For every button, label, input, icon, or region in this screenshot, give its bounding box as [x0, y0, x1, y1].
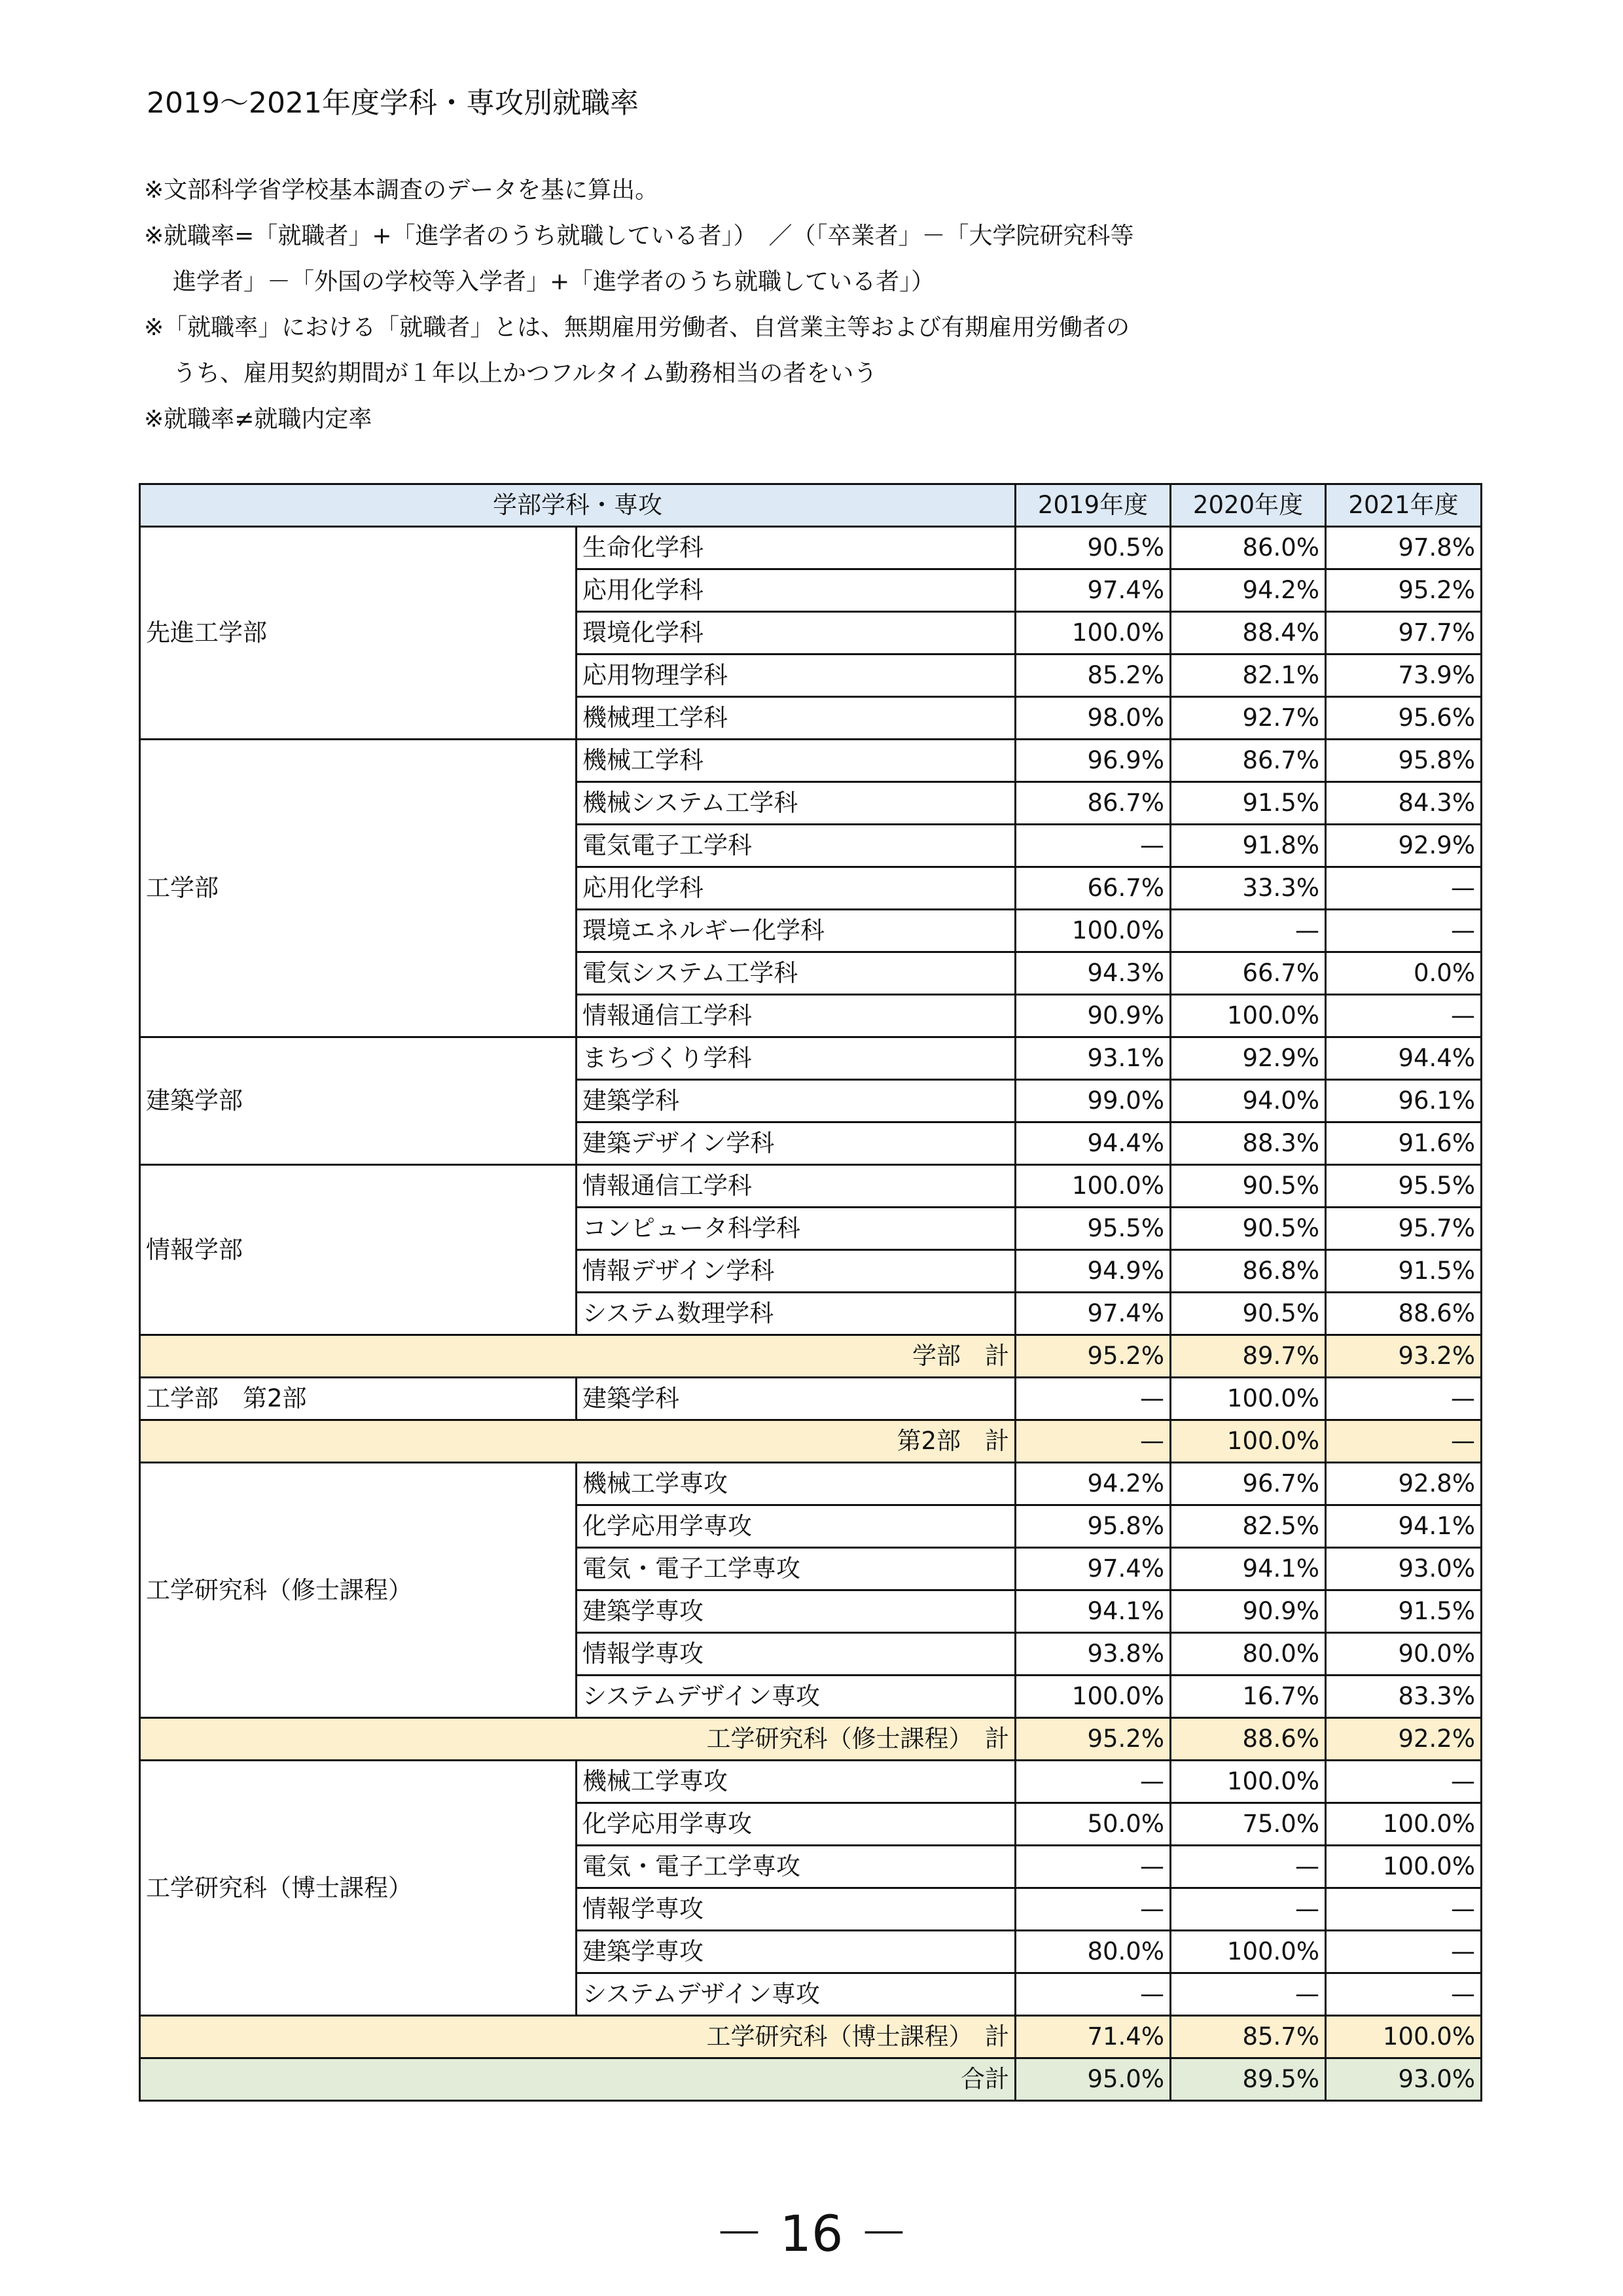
rate-cell: 90.0% — [1326, 1633, 1482, 1676]
department-cell: 情報通信工学科 — [577, 995, 1016, 1037]
rate-cell: 92.8% — [1326, 1463, 1482, 1505]
department-cell: 建築学専攻 — [577, 1590, 1016, 1633]
rate-cell: 100.0% — [1171, 1378, 1326, 1420]
department-cell: システムデザイン専攻 — [577, 1973, 1016, 2016]
note-line: ※文部科学省学校基本調査のデータを基に算出。 — [144, 177, 659, 204]
subtotal-rate: 95.2% — [1016, 1718, 1171, 1761]
note-line: 進学者」－「外国の学校等入学者」+「進学者のうち就職している者」） — [173, 268, 935, 295]
rate-cell: 100.0% — [1326, 1803, 1482, 1846]
rate-cell: — — [1326, 867, 1482, 910]
rate-cell: 95.7% — [1326, 1208, 1482, 1250]
rate-cell: 66.7% — [1171, 952, 1326, 995]
subtotal-row — [140, 1335, 1482, 1378]
subtotal-rate: 92.2% — [1326, 1718, 1482, 1761]
rate-cell: 93.0% — [1326, 1548, 1482, 1590]
rate-cell: 97.7% — [1326, 612, 1482, 655]
rate-cell: 90.5% — [1171, 1208, 1326, 1250]
faculty-cell: 工学研究科（修士課程） — [140, 1463, 577, 1718]
rate-cell: — — [1171, 1973, 1326, 2016]
rate-cell: 95.8% — [1326, 740, 1482, 782]
department-cell: コンピュータ科学科 — [577, 1208, 1016, 1250]
rate-cell: 91.5% — [1326, 1250, 1482, 1293]
header-year: 2019年度 — [1016, 484, 1171, 527]
employment-rate-table — [139, 483, 1482, 2102]
rate-cell: 88.6% — [1326, 1293, 1482, 1335]
rate-cell: 0.0% — [1326, 952, 1482, 995]
rate-cell: 93.1% — [1016, 1037, 1171, 1080]
faculty-cell: 工学研究科（博士課程） — [140, 1761, 577, 2016]
rate-cell: 97.4% — [1016, 1548, 1171, 1590]
note-line: ※就職率=「就職者」+「進学者のうち就職している者」） ／（「卒業者」－「大学院研究科等 — [144, 223, 1134, 249]
rate-cell: 73.9% — [1326, 655, 1482, 697]
rate-cell: 92.9% — [1171, 1037, 1326, 1080]
department-cell: 建築学専攻 — [577, 1931, 1016, 1973]
rate-cell: 80.0% — [1016, 1931, 1171, 1973]
department-cell: 機械システム工学科 — [577, 782, 1016, 825]
note-line: うち、雇用契約期間が１年以上かつフルタイム勤務相当の者をいう — [173, 360, 878, 387]
table-row — [140, 1378, 1482, 1420]
table-body — [140, 527, 1482, 2101]
department-cell: 情報学専攻 — [577, 1888, 1016, 1931]
department-cell: 建築学科 — [577, 1378, 1016, 1420]
department-cell: 電気・電子工学専攻 — [577, 1548, 1016, 1590]
rate-cell: — — [1171, 1846, 1326, 1888]
faculty-cell: 先進工学部 — [140, 527, 577, 740]
table-row — [140, 1761, 1482, 1803]
subtotal-rate: 100.0% — [1171, 1420, 1326, 1463]
department-cell: 電気システム工学科 — [577, 952, 1016, 995]
rate-cell: — — [1171, 910, 1326, 952]
page-title: 2019～2021年度学科・専攻別就職率 — [147, 86, 639, 120]
department-cell: 電気電子工学科 — [577, 825, 1016, 867]
rate-cell: 50.0% — [1016, 1803, 1171, 1846]
department-cell: 建築学科 — [577, 1080, 1016, 1122]
note-line: ※「就職率」における「就職者」とは、無期雇用労働者、自営業主等および有期雇用労働者の — [144, 314, 1130, 341]
rate-cell: 100.0% — [1326, 1846, 1482, 1888]
rate-cell: 94.2% — [1016, 1463, 1171, 1505]
notes — [144, 168, 1134, 442]
rate-cell: 90.5% — [1171, 1293, 1326, 1335]
department-cell: 情報学専攻 — [577, 1633, 1016, 1676]
subtotal-rate: — — [1326, 1420, 1482, 1463]
subtotal-row — [140, 2016, 1482, 2058]
subtotal-rate: — — [1016, 1420, 1171, 1463]
rate-cell: — — [1326, 910, 1482, 952]
rate-cell: 100.0% — [1171, 995, 1326, 1037]
rate-cell: 82.1% — [1171, 655, 1326, 697]
subtotal-label: 工学研究科（修士課程） 計 — [140, 1718, 1016, 1761]
rate-cell: 66.7% — [1016, 867, 1171, 910]
subtotal-label: 第2部 計 — [140, 1420, 1016, 1463]
rate-cell: 86.7% — [1171, 740, 1326, 782]
rate-cell: 91.6% — [1326, 1122, 1482, 1165]
rate-cell: — — [1326, 995, 1482, 1037]
rate-cell: 97.8% — [1326, 527, 1482, 569]
rate-cell: 100.0% — [1171, 1931, 1326, 1973]
rate-cell: 90.5% — [1016, 527, 1171, 569]
table-row — [140, 527, 1482, 569]
subtotal-rate: 95.2% — [1016, 1335, 1171, 1378]
rate-cell: 95.2% — [1326, 569, 1482, 612]
subtotal-rate: 85.7% — [1171, 2016, 1326, 2058]
rate-cell: 100.0% — [1171, 1761, 1326, 1803]
rate-cell: 75.0% — [1171, 1803, 1326, 1846]
rate-cell: 94.1% — [1326, 1505, 1482, 1548]
faculty-cell: 建築学部 — [140, 1037, 577, 1165]
subtotal-row — [140, 1420, 1482, 1463]
table-row — [140, 740, 1482, 782]
grand-total-row — [140, 2058, 1482, 2101]
grand-total-rate: 95.0% — [1016, 2058, 1171, 2101]
department-cell: 応用化学科 — [577, 867, 1016, 910]
rate-cell: 91.5% — [1171, 782, 1326, 825]
department-cell: システムデザイン専攻 — [577, 1676, 1016, 1718]
department-cell: 建築デザイン学科 — [577, 1122, 1016, 1165]
faculty-cell: 工学部 — [140, 740, 577, 1037]
rate-cell: 92.7% — [1171, 697, 1326, 740]
rate-cell: 95.8% — [1016, 1505, 1171, 1548]
department-cell: 化学応用学専攻 — [577, 1505, 1016, 1548]
subtotal-label: 学部 計 — [140, 1335, 1016, 1378]
grand-total-label: 合計 — [140, 2058, 1016, 2101]
rate-cell: 96.9% — [1016, 740, 1171, 782]
header-unit: 学部学科・専攻 — [140, 484, 1016, 527]
rate-cell: 94.9% — [1016, 1250, 1171, 1293]
department-cell: 情報デザイン学科 — [577, 1250, 1016, 1293]
rate-cell: 16.7% — [1171, 1676, 1326, 1718]
department-cell: 情報通信工学科 — [577, 1165, 1016, 1208]
rate-cell: 86.0% — [1171, 527, 1326, 569]
rate-cell: 99.0% — [1016, 1080, 1171, 1122]
department-cell: まちづくり学科 — [577, 1037, 1016, 1080]
department-cell: 化学応用学専攻 — [577, 1803, 1016, 1846]
rate-cell: 94.4% — [1016, 1122, 1171, 1165]
header-year: 2021年度 — [1326, 484, 1482, 527]
note-line: ※就職率≠就職内定率 — [144, 406, 372, 433]
grand-total-rate: 89.5% — [1171, 2058, 1326, 2101]
department-cell: 環境エネルギー化学科 — [577, 910, 1016, 952]
rate-cell: 90.9% — [1171, 1590, 1326, 1633]
rate-cell: 100.0% — [1016, 612, 1171, 655]
subtotal-rate: 89.7% — [1171, 1335, 1326, 1378]
rate-cell: 94.1% — [1016, 1590, 1171, 1633]
department-cell: 機械工学専攻 — [577, 1761, 1016, 1803]
rate-cell: — — [1326, 1888, 1482, 1931]
rate-cell: 97.4% — [1016, 569, 1171, 612]
rate-cell: 95.6% — [1326, 697, 1482, 740]
rate-cell: — — [1326, 1378, 1482, 1420]
faculty-cell: 情報学部 — [140, 1165, 577, 1335]
page-number: － 16 － — [714, 2204, 909, 2263]
rate-cell: 92.9% — [1326, 825, 1482, 867]
header-year: 2020年度 — [1171, 484, 1326, 527]
rate-cell: — — [1016, 825, 1171, 867]
department-cell: 応用化学科 — [577, 569, 1016, 612]
department-cell: システム数理学科 — [577, 1293, 1016, 1335]
subtotal-label: 工学研究科（博士課程） 計 — [140, 2016, 1016, 2058]
table-row — [140, 1165, 1482, 1208]
table-row — [140, 1037, 1482, 1080]
rate-cell: 94.4% — [1326, 1037, 1482, 1080]
rate-cell: 88.3% — [1171, 1122, 1326, 1165]
rate-cell: 94.2% — [1171, 569, 1326, 612]
rate-cell: 33.3% — [1171, 867, 1326, 910]
department-cell: 機械理工学科 — [577, 697, 1016, 740]
rate-cell: 97.4% — [1016, 1293, 1171, 1335]
department-cell: 機械工学科 — [577, 740, 1016, 782]
rate-cell: — — [1016, 1378, 1171, 1420]
faculty-cell: 工学部 第2部 — [140, 1378, 577, 1420]
rate-cell: 95.5% — [1326, 1165, 1482, 1208]
subtotal-rate: 88.6% — [1171, 1718, 1326, 1761]
rate-cell: 94.3% — [1016, 952, 1171, 995]
rate-cell: 94.0% — [1171, 1080, 1326, 1122]
rate-cell: 91.5% — [1326, 1590, 1482, 1633]
department-cell: 応用物理学科 — [577, 655, 1016, 697]
rate-cell: 82.5% — [1171, 1505, 1326, 1548]
rate-cell: 86.8% — [1171, 1250, 1326, 1293]
grand-total-rate: 93.0% — [1326, 2058, 1482, 2101]
rate-cell: — — [1326, 1973, 1482, 2016]
rate-cell: 96.7% — [1171, 1463, 1326, 1505]
table-header-row — [140, 484, 1482, 527]
rate-cell: — — [1016, 1761, 1171, 1803]
rate-cell: 96.1% — [1326, 1080, 1482, 1122]
subtotal-rate: 100.0% — [1326, 2016, 1482, 2058]
rate-cell: 85.2% — [1016, 655, 1171, 697]
rate-cell: 86.7% — [1016, 782, 1171, 825]
rate-cell: 80.0% — [1171, 1633, 1326, 1676]
rate-cell: 98.0% — [1016, 697, 1171, 740]
rate-cell: 100.0% — [1016, 1676, 1171, 1718]
rate-cell: 88.4% — [1171, 612, 1326, 655]
rate-cell: 91.8% — [1171, 825, 1326, 867]
rate-cell: — — [1016, 1846, 1171, 1888]
rate-cell: 84.3% — [1326, 782, 1482, 825]
rate-cell: — — [1016, 1973, 1171, 2016]
subtotal-rate: 71.4% — [1016, 2016, 1171, 2058]
rate-cell: 83.3% — [1326, 1676, 1482, 1718]
rate-cell: 100.0% — [1016, 1165, 1171, 1208]
rate-cell: 93.8% — [1016, 1633, 1171, 1676]
department-cell: 環境化学科 — [577, 612, 1016, 655]
department-cell: 生命化学科 — [577, 527, 1016, 569]
department-cell: 電気・電子工学専攻 — [577, 1846, 1016, 1888]
rate-cell: 100.0% — [1016, 910, 1171, 952]
department-cell: 機械工学専攻 — [577, 1463, 1016, 1505]
rate-cell: 95.5% — [1016, 1208, 1171, 1250]
rate-cell: — — [1326, 1761, 1482, 1803]
rate-cell: — — [1016, 1888, 1171, 1931]
rate-cell: — — [1171, 1888, 1326, 1931]
rate-cell: 90.9% — [1016, 995, 1171, 1037]
subtotal-rate: 93.2% — [1326, 1335, 1482, 1378]
table-row — [140, 1463, 1482, 1505]
rate-cell: 94.1% — [1171, 1548, 1326, 1590]
subtotal-row — [140, 1718, 1482, 1761]
rate-cell: 90.5% — [1171, 1165, 1326, 1208]
rate-cell: — — [1326, 1931, 1482, 1973]
